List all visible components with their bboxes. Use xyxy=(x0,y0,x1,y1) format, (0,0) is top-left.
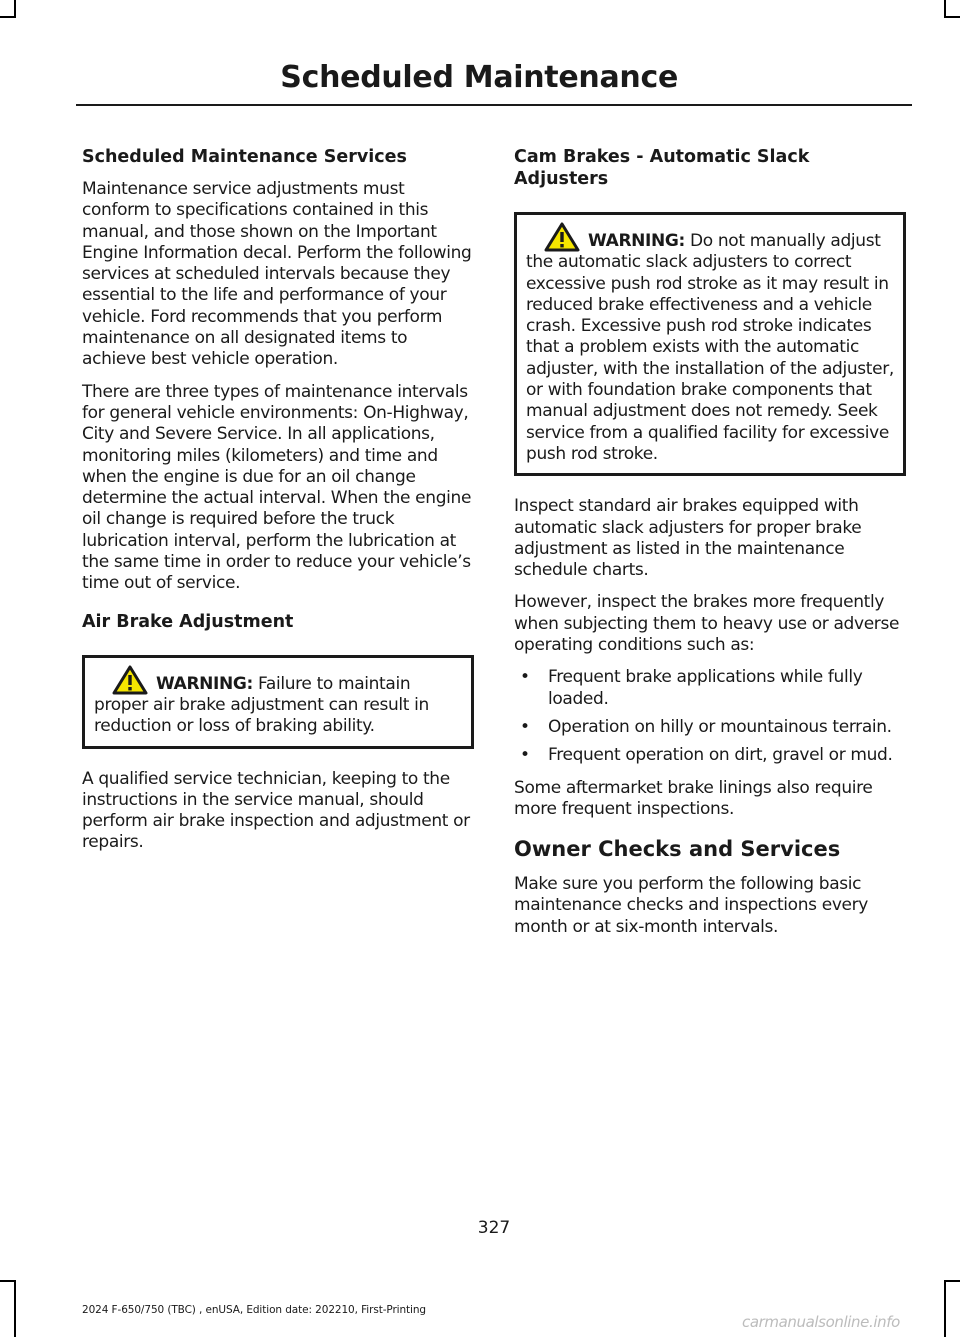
warning-label: WARNING: xyxy=(156,673,253,694)
bullet-list xyxy=(514,667,906,766)
warning-text: Do not manually adjust the automatic slack adjusters to correct excessive push rod stroke as it may result in reduced brake effectiveness and a vehicle crash. Excessive push rod stroke indicates that a problem exists with the automatic adjuster, with the installation of the adjuster, or with foundation brake components that manual adjustment does not remedy. Seek service from a qualified facility for excessive push rod stroke. xyxy=(526,231,894,464)
crop-mark xyxy=(14,1280,16,1337)
section-heading-air-brake: Air Brake Adjustment xyxy=(82,611,294,632)
warning-label: WARNING: xyxy=(588,231,685,251)
bullet: • xyxy=(520,716,530,737)
warning-text: Failure to maintain proper air brake adjustment can result in reduction or loss of braking ability. xyxy=(94,673,429,737)
watermark: carmanualsonline.info xyxy=(742,1313,900,1331)
paragraph: There are three types of maintenance intervals for general vehicle environments: On-Highway, City and Severe Service. In all applications, monitoring miles (kilometers) and time and when the engine is due for an oil change determine the actual interval. When the engine oil change is required before the truck lubrication interval, perform the lubrication at the same time in order to reduce your vehicle’s time out of service. xyxy=(82,381,472,594)
list-item xyxy=(514,745,906,766)
bullet: • xyxy=(520,667,530,688)
section-heading-services: Scheduled Maintenance Services xyxy=(82,147,407,167)
crop-mark xyxy=(944,1280,946,1337)
paragraph: However, inspect the brakes more frequently when subjecting them to heavy use or adverse operating conditions such as: xyxy=(514,592,900,656)
page-title: Scheduled Maintenance xyxy=(280,60,678,95)
warning-box xyxy=(514,212,906,476)
warning-box xyxy=(82,655,474,749)
left-column xyxy=(82,146,474,865)
section-heading-cam-brakes: Cam Brakes - Automatic Slack Adjusters xyxy=(514,147,810,189)
page-number: 327 xyxy=(477,1218,511,1238)
paragraph: Maintenance service adjustments must conform to specifications contained in this manual, and those shown on the Important Engine Information decal. Perform the following services at scheduled intervals because they essential to the life and performance of your vehicle. Ford recommends that you perform maintenance on all designated items to achieve best vehicle operation. xyxy=(82,179,472,370)
crop-mark xyxy=(944,16,960,18)
paragraph: Inspect standard air brakes equipped with automatic slack adjusters for proper brake adjustment as listed in the maintenance schedule charts. xyxy=(514,496,862,581)
right-column xyxy=(514,146,906,949)
section-heading-owner-checks: Owner Checks and Services xyxy=(514,837,841,862)
warning-triangle-icon xyxy=(544,222,580,250)
list-item-text: Frequent brake applications while fully loaded. xyxy=(548,667,863,709)
list-item-text: Frequent operation on dirt, gravel or mud. xyxy=(548,745,893,766)
paragraph: Some aftermarket brake linings also require more frequent inspections. xyxy=(514,777,873,819)
crop-mark xyxy=(944,1280,960,1282)
bullet: • xyxy=(520,745,530,766)
list-item-text: Operation on hilly or mountainous terrain. xyxy=(548,716,892,737)
crop-mark xyxy=(0,16,16,18)
paragraph: Make sure you perform the following basic maintenance checks and inspections every month or at six-month intervals. xyxy=(514,874,868,937)
warning-triangle-icon xyxy=(112,665,148,693)
paragraph: A qualified service technician, keeping to the instructions in the service manual, should perform air brake inspection and adjustment or repairs. xyxy=(82,768,470,853)
list-item xyxy=(514,667,906,710)
footer-edition: 2024 F-650/750 (TBC) , enUSA, Edition date: 202210, First-Printing xyxy=(82,1304,426,1316)
crop-mark xyxy=(0,1280,16,1282)
list-item xyxy=(514,717,906,738)
header-rule xyxy=(76,104,912,106)
